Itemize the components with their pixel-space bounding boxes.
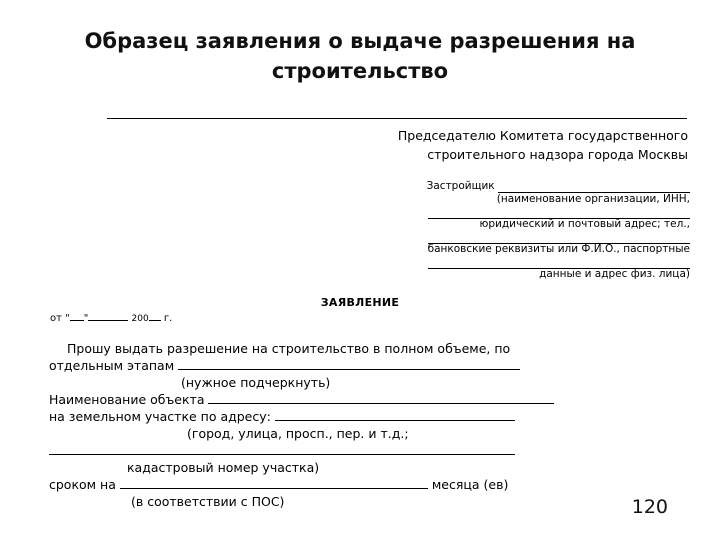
date-month-blank bbox=[88, 310, 128, 321]
top-divider bbox=[107, 118, 687, 119]
document-heading: ЗАЯВЛЕНИЕ bbox=[320, 296, 400, 309]
applicant-note-3: банковские реквизиты или Ф.И.О., паспортные bbox=[427, 243, 690, 255]
body-line-3: Наименование объекта bbox=[49, 392, 205, 407]
date-suffix: г. bbox=[163, 313, 173, 324]
date-day-blank bbox=[70, 310, 84, 321]
addressee-line-2: строительного надзора города Москвы bbox=[427, 147, 688, 162]
date-year: 200 bbox=[131, 314, 149, 324]
body-line-2: отдельным этапам bbox=[49, 358, 175, 373]
date-mid: " bbox=[83, 313, 89, 324]
hint-underline: (нужное подчеркнуть) bbox=[181, 375, 331, 390]
applicant-note-2: юридический и почтовый адрес; тел., bbox=[479, 218, 690, 230]
body-line-6-suffix: месяца (ев) bbox=[431, 477, 509, 492]
address-blank-2 bbox=[49, 442, 515, 455]
page-number: 120 bbox=[631, 496, 668, 518]
applicant-note-1: (наименование организации, ИНН, bbox=[496, 193, 690, 205]
applicant-block bbox=[390, 180, 690, 281]
date-year-blank bbox=[149, 310, 161, 321]
date-line bbox=[50, 310, 172, 326]
hint-cadastral: кадастровый номер участка) bbox=[127, 460, 320, 475]
date-prefix: от " bbox=[50, 313, 70, 324]
applicant-note-4: данные и адрес физ. лица) bbox=[539, 268, 690, 280]
page-title: Образец заявления о выдаче разрешения на строительство bbox=[84, 29, 636, 83]
hint-pos: (в соответствии с ПОС) bbox=[131, 494, 285, 509]
body-line-4: на земельном участке по адресу: bbox=[49, 409, 271, 424]
body-line-6-prefix: сроком на bbox=[49, 477, 116, 492]
addressee-line-1: Председателю Комитета государственного bbox=[397, 128, 688, 143]
application-body bbox=[49, 340, 569, 510]
object-name-blank bbox=[208, 391, 554, 404]
applicant-label: Застройщик bbox=[426, 180, 495, 192]
address-blank bbox=[275, 408, 515, 421]
stages-blank bbox=[178, 357, 520, 370]
hint-address: (город, улица, просп., пер. и т.д.; bbox=[187, 426, 409, 441]
addressee-block bbox=[398, 126, 688, 164]
body-line-1: Прошу выдать разрешение на строительство в полном объеме, по bbox=[67, 341, 511, 356]
term-blank bbox=[120, 476, 428, 489]
applicant-blank-1 bbox=[498, 181, 690, 193]
